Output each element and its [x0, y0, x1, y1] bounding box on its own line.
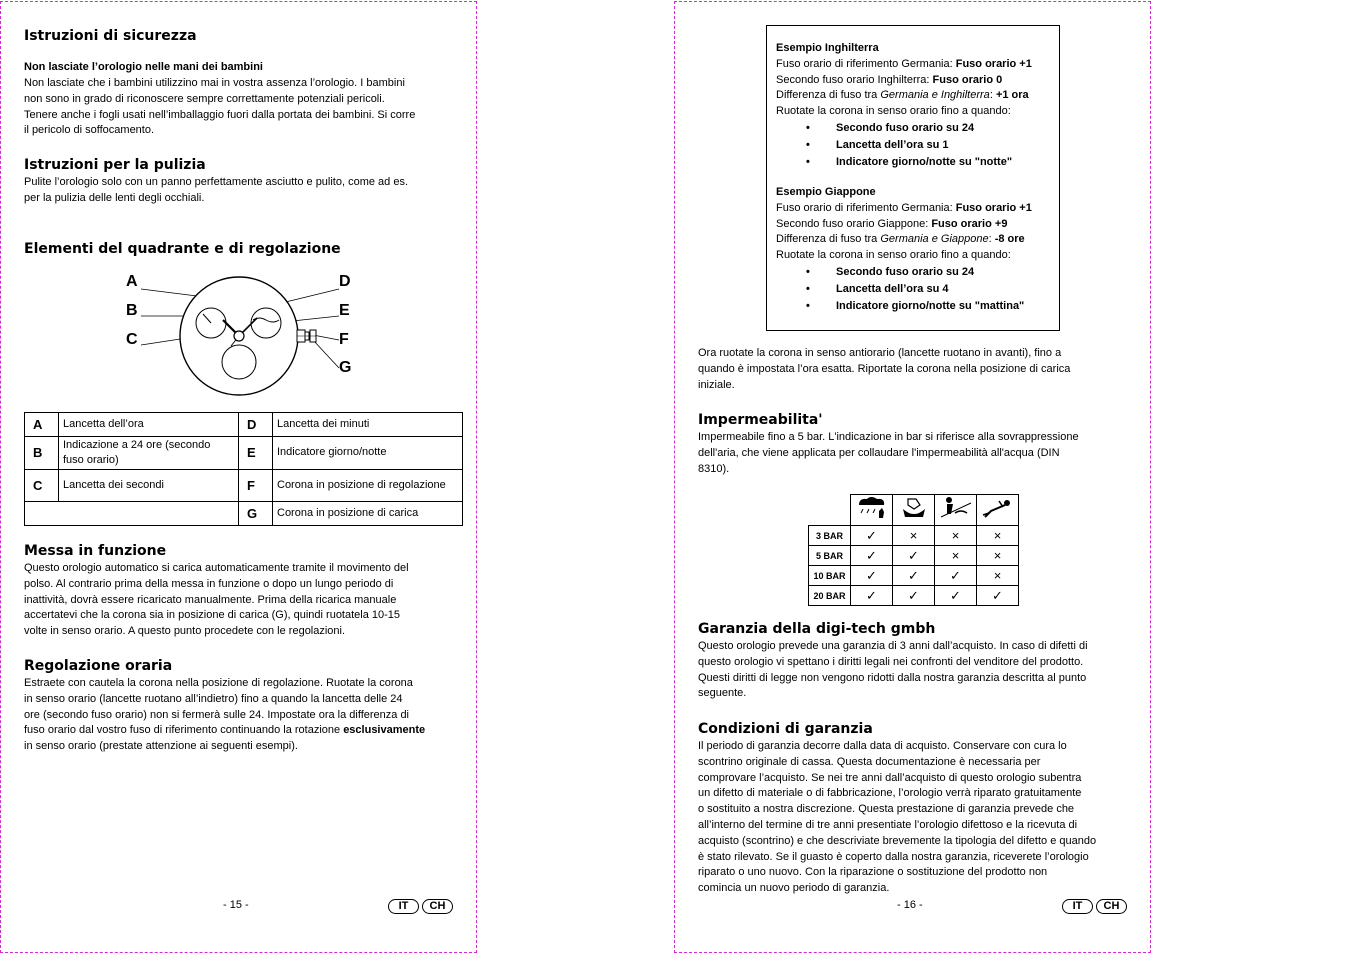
wash-icon: [893, 495, 935, 526]
safety-heading: Istruzioni di sicurezza: [24, 28, 197, 44]
legend-key: [25, 502, 59, 526]
text-run: Secondo fuso orario Inghilterra:: [776, 73, 933, 86]
emphasis-text: Fuso orario +9: [931, 217, 1008, 230]
list-item: • Lancetta dell’ora su 4: [806, 281, 1056, 298]
legend-desc: Corona in posizione di carica: [273, 502, 463, 526]
cross-icon: ×: [977, 526, 1019, 546]
elements-legend-table: [24, 412, 463, 526]
bar-label: 10 BAR: [809, 566, 851, 586]
table-row: [25, 470, 463, 502]
table-row: [809, 586, 1019, 606]
text-line: Questo orologio prevede una garanzia di 3 anni dall’acquisto. In caso di difetti di: [698, 640, 1088, 652]
legend-key: C: [25, 470, 59, 502]
page-number: - 16 -: [897, 899, 923, 911]
check-icon: ✓: [851, 586, 893, 606]
emphasis-text: Fuso orario +1: [955, 57, 1032, 70]
text-line: [24, 723, 425, 739]
emphasis-text: -8 ore: [994, 233, 1025, 246]
text-line: Il periodo di garanzia decorre dalla data di acquisto. Conservare con cura lo: [698, 740, 1067, 752]
startup-text: [24, 561, 409, 640]
text-line: seguente.: [698, 687, 747, 700]
rain-icon: [851, 495, 893, 526]
legend-key: G: [239, 502, 273, 526]
text-line: ore (secondo fuso orario) non si fermerà sulle 24. Impostate ora la differenza di: [24, 708, 409, 721]
cross-icon: ×: [935, 526, 977, 546]
text-line: [776, 57, 1056, 73]
text-line: scontrino originale di cassa. Questa documentazione è necessaria per: [698, 755, 1041, 768]
check-icon: ✓: [851, 566, 893, 586]
conditions-text: [698, 739, 1096, 897]
text-line: acquisto (scontrino) e che descriviate brevemente la tipologia del difetto e quando: [698, 834, 1097, 847]
italic-text: Germania e Inghilterra: [880, 89, 990, 102]
text-line: [776, 88, 1056, 104]
text-line: Ruotate la corona in senso orario fino a quando:: [776, 249, 1011, 262]
legend-key: D: [239, 413, 273, 437]
text-line: in senso orario (lancette ruotano all’indietro) fino a quando la lancetta delle 24: [24, 692, 403, 705]
after-box-text: [698, 346, 1070, 393]
text-run: :: [989, 89, 996, 102]
example-uk: [776, 41, 1056, 171]
text-line: Questi diritti di legge non vengono ridotti dalla nostra garanzia descritta al punto: [698, 671, 1087, 684]
table-row: [25, 413, 463, 437]
page-left: [0, 1, 477, 953]
cleaning-heading: Istruzioni per la pulizia: [24, 157, 206, 173]
legend-key: F: [239, 470, 273, 502]
page-number: - 15 -: [223, 899, 249, 911]
check-icon: ✓: [851, 546, 893, 566]
dial-label-g: G: [339, 359, 352, 376]
table-row: [809, 566, 1019, 586]
text-line: all’interno del termine di tre anni presentiate l’orologio difettoso e la ricevuta di: [698, 818, 1078, 831]
table-row: [809, 526, 1019, 546]
text-run: Differenza di fuso tra: [776, 89, 881, 102]
water-heading: Impermeabilita': [698, 412, 823, 428]
table-row: [809, 495, 1019, 526]
legend-desc: Lancetta dei secondi: [59, 470, 239, 502]
examples-box: [766, 25, 1060, 331]
legend-desc: Indicatore giorno/notte: [273, 437, 463, 470]
check-icon: ✓: [893, 546, 935, 566]
italic-text: Germania e Giappone: [880, 233, 989, 246]
time-setting-heading: Regolazione oraria: [24, 658, 173, 674]
text-line: [776, 232, 1056, 248]
bar-label: 20 BAR: [809, 586, 851, 606]
check-icon: ✓: [851, 526, 893, 546]
text-run: :: [988, 233, 995, 246]
water-text: [698, 430, 1079, 477]
text-line: dell'aria, che viene applicata per collaudare l'impermeabilità all'acqua (DIN: [698, 446, 1060, 459]
language-badge-it: IT: [1062, 899, 1093, 914]
cross-icon: ×: [977, 546, 1019, 566]
list-item: • Secondo fuso orario su 24: [806, 264, 1056, 281]
text-line: volte in senso orario. A questo punto procedete con le regolazioni.: [24, 625, 346, 638]
legend-desc: [59, 502, 239, 526]
table-row: [25, 502, 463, 526]
dive-icon: [977, 495, 1019, 526]
text-line: quando è impostata l’ora esatta. Riportate la corona nella posizione di carica: [698, 362, 1071, 375]
safety-subheading: Non lasciate l’orologio nelle mani dei bambini: [24, 61, 263, 73]
dial-label-c: C: [126, 331, 138, 348]
watch-dial-drawing: [111, 270, 371, 400]
text-line: Impermeabile fino a 5 bar. L'indicazione in bar si riferisce alla sovrappressione: [698, 431, 1079, 443]
cross-icon: ×: [935, 546, 977, 566]
emphasis-text: +1 ora: [995, 89, 1029, 102]
example-jp-list: [806, 264, 1056, 315]
water-resistance-table: [808, 494, 1019, 606]
dial-label-f: F: [339, 331, 349, 348]
text-line: iniziale.: [698, 378, 735, 391]
time-setting-text: [24, 676, 425, 755]
text-run: fuso orario dal vostro fuso di riferimento continuando la rotazione: [24, 724, 344, 737]
watch-diagram: [111, 270, 371, 400]
text-line: Pulite l’orologio solo con un panno perfettamente asciutto e pulito, come ad es.: [24, 176, 409, 188]
text-line: accertatevi che la corona sia in posizione di carica (G), quindi ruotatela 10-15: [24, 609, 401, 622]
page-right: [674, 1, 1151, 953]
example-uk-list: [806, 120, 1056, 171]
conditions-heading: Condizioni di garanzia: [698, 721, 873, 737]
text-line: Non lasciate che i bambini utilizzino mai in vostra assenza l’orologio. I bambini: [24, 77, 405, 89]
legend-desc: Corona in posizione di regolazione: [273, 470, 463, 502]
safety-text: [24, 76, 415, 139]
table-row: [25, 437, 463, 470]
language-badge-ch: CH: [422, 899, 453, 914]
bar-label: 5 BAR: [809, 546, 851, 566]
check-icon: ✓: [893, 586, 935, 606]
text-line: riparato o uno nuovo. Con la riparazione o sostituzione del prodotto non: [698, 866, 1048, 879]
text-run: Secondo fuso orario Giappone:: [776, 217, 932, 230]
text-line: Tenere anche i fogli usati nell’imballaggio fuori dalla portata dei bambini. Si corre: [24, 108, 416, 121]
text-run: Differenza di fuso tra: [776, 233, 881, 246]
legend-desc: Indicazione a 24 ore (secondo fuso orario): [59, 437, 239, 470]
emphasis-text: Fuso orario 0: [932, 73, 1003, 86]
text-line: comprovare l’acquisto. Se nei tre anni dall’acquisto di questo orologio subentra: [698, 771, 1082, 784]
language-badge-it: IT: [388, 899, 419, 914]
text-run: Fuso orario di riferimento Germania:: [776, 201, 956, 214]
text-line: inattività, dovrà essere ricaricato manualmente. Prima della ricarica manuale: [24, 593, 397, 606]
text-line: Ruotate la corona in senso orario fino a quando:: [776, 105, 1011, 118]
legend-desc: Lancetta dell’ora: [59, 413, 239, 437]
emphasis-text: Fuso orario +1: [955, 201, 1032, 214]
emphasis-text: esclusivamente: [343, 724, 426, 737]
text-line: o sostituito a nostra discrezione. Questa prestazione di garanzia prevede che: [698, 803, 1075, 816]
startup-heading: Messa in funzione: [24, 543, 167, 559]
text-line: il pericolo di soffocamento.: [24, 124, 155, 137]
text-line: [776, 217, 1056, 233]
cleaning-text: [24, 175, 408, 207]
warranty-heading: Garanzia della digi-tech gmbh: [698, 621, 936, 637]
text-run: Fuso orario di riferimento Germania:: [776, 57, 956, 70]
legend-key: E: [239, 437, 273, 470]
legend-key: B: [25, 437, 59, 470]
elements-heading: Elementi del quadrante e di regolazione: [24, 241, 341, 257]
text-line: Questo orologio automatico si carica automaticamente tramite il movimento del: [24, 562, 409, 574]
text-line: in senso orario (prestate attenzione ai seguenti esempi).: [24, 740, 298, 753]
cross-icon: ×: [977, 566, 1019, 586]
text-line: è stato rilevato. Se il guasto è coperto dalla nostra garanzia, riceverete l’orologio: [698, 850, 1089, 863]
list-item: • Indicatore giorno/notte su "mattina": [806, 298, 1056, 315]
language-badge-ch: CH: [1096, 899, 1127, 914]
list-item: • Indicatore giorno/notte su "notte": [806, 154, 1056, 171]
bar-label: 3 BAR: [809, 526, 851, 546]
cross-icon: ×: [893, 526, 935, 546]
text-line: per la pulizia delle lenti degli occhiali.: [24, 191, 205, 204]
list-item: • Lancetta dell’ora su 1: [806, 137, 1056, 154]
example-title: Esempio Inghilterra: [776, 42, 879, 54]
list-item: • Secondo fuso orario su 24: [806, 120, 1056, 137]
dial-label-a: A: [126, 273, 138, 290]
text-line: Ora ruotate la corona in senso antiorario (lancette ruotano in avanti), fino a: [698, 347, 1062, 359]
example-title: Esempio Giappone: [776, 186, 876, 198]
dial-label-b: B: [126, 302, 138, 319]
check-icon: ✓: [977, 586, 1019, 606]
text-line: non sono in grado di riconoscere sempre correttamente potenziali pericoli.: [24, 92, 385, 105]
text-line: questo orologio vi spettano i diritti legali nei confronti del venditore del prodotto.: [698, 655, 1084, 668]
table-row: [809, 546, 1019, 566]
swim-icon: [935, 495, 977, 526]
text-line: comincia un nuovo periodo di garanzia.: [698, 882, 890, 895]
legend-desc: Lancetta dei minuti: [273, 413, 463, 437]
text-line: polso. Al contrario prima della messa in funzione o dopo un lungo periodo di: [24, 577, 394, 590]
table-corner: [809, 495, 851, 526]
text-line: 8310).: [698, 462, 730, 475]
text-line: [776, 201, 1056, 217]
check-icon: ✓: [935, 586, 977, 606]
text-line: un difetto di materiale o di fabbricazione, l’orologio verrà riparato gratuitamente: [698, 787, 1082, 800]
warranty-text: [698, 639, 1088, 702]
legend-key: A: [25, 413, 59, 437]
text-line: [776, 73, 1056, 89]
dial-label-d: D: [339, 273, 351, 290]
text-line: Estraete con cautela la corona nella posizione di regolazione. Ruotate la corona: [24, 677, 413, 689]
check-icon: ✓: [893, 566, 935, 586]
dial-label-e: E: [339, 302, 350, 319]
example-jp: [776, 185, 1056, 315]
check-icon: ✓: [935, 566, 977, 586]
